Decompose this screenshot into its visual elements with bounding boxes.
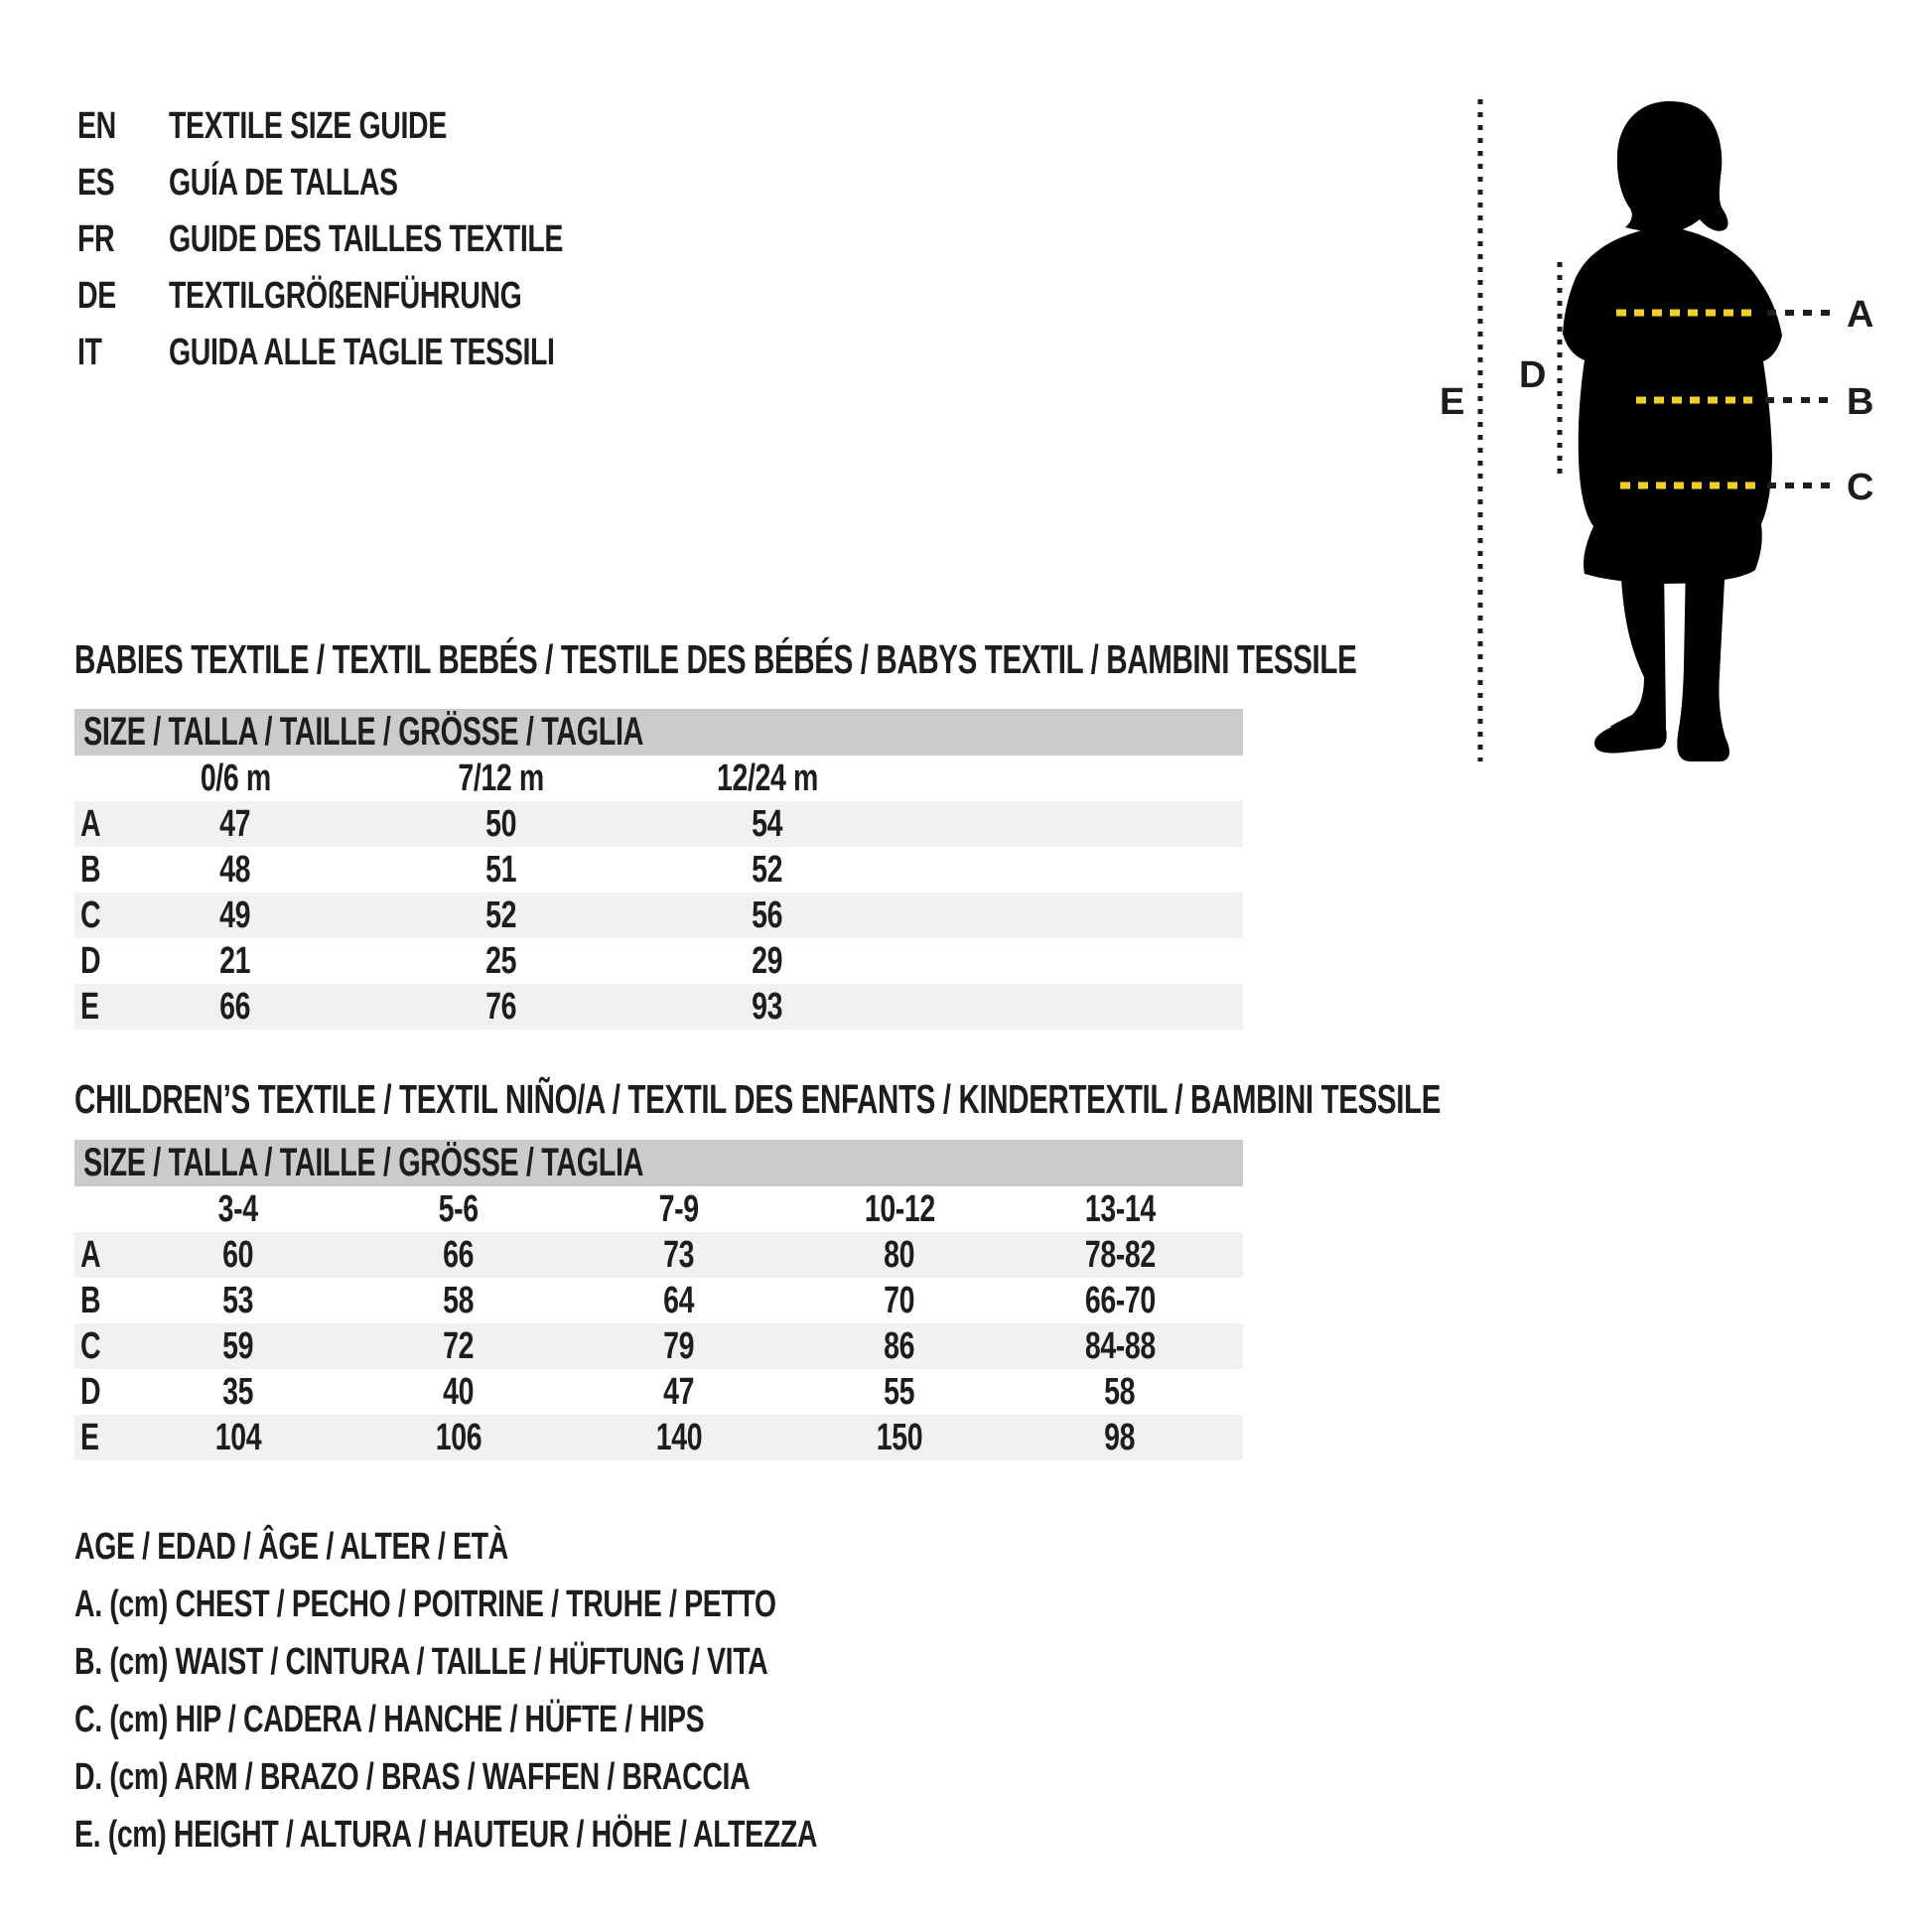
column-header-row xyxy=(74,1186,1243,1232)
column-header-cell: 7-9 xyxy=(658,1187,700,1230)
language-label: GUIDA ALLE TAGLIE TESSILI xyxy=(169,332,555,373)
babies-section-heading-text: BABIES TEXTILE / TEXTIL BEBÉS / TESTILE DES BÉBÉS / BABYS TEXTIL / BAMBINI TESSILE xyxy=(74,636,1357,682)
children-size-table-body xyxy=(74,1186,1243,1460)
children-size-header-bar xyxy=(74,1140,1243,1186)
legend-row-5: E. (cm) HEIGHT / ALTURA / HAUTEUR / HÖHE / ALTEZZA xyxy=(74,1814,818,1856)
filler-cell xyxy=(1230,1186,1243,1232)
filler-cell xyxy=(1230,1369,1243,1415)
language-label: TEXTILGRÖßENFÜHRUNG xyxy=(169,275,522,317)
table-row-c xyxy=(74,1323,1243,1369)
language-code: FR xyxy=(77,218,115,260)
value-cell: 73 xyxy=(663,1233,695,1276)
language-row-fr xyxy=(77,211,694,268)
table-row-d xyxy=(74,1369,1243,1415)
language-label: GUIDE DES TAILLES TEXTILE xyxy=(169,218,564,260)
value-cell: 64 xyxy=(663,1279,695,1321)
legend-row-0: AGE / EDAD / ÂGE / ALTER / ETÀ xyxy=(74,1526,508,1568)
value-cell: 47 xyxy=(219,802,251,845)
legend-row-2: B. (cm) WAIST / CINTURA / TAILLE / HÜFTUNG / VITA xyxy=(74,1641,768,1683)
value-cell: 78-82 xyxy=(1084,1233,1156,1276)
language-row-en xyxy=(77,98,694,155)
column-header-cell: 13-14 xyxy=(1084,1187,1156,1230)
children-size-header-text: SIZE / TALLA / TAILLE / GRÖSSE / TAGLIA xyxy=(83,1141,644,1184)
value-cell: 58 xyxy=(443,1279,475,1321)
measure-label-c: C xyxy=(1847,467,1874,508)
value-cell: 104 xyxy=(214,1416,262,1458)
value-cell: 40 xyxy=(443,1370,475,1413)
row-label-cell: B xyxy=(80,1279,101,1321)
children-section-heading-text: CHILDREN’S TEXTILE / TEXTIL NIÑO/A / TEXTIL DES ENFANTS / KINDERTEXTIL / BAMBINI TESSILE xyxy=(74,1076,1442,1122)
row-label-cell: E xyxy=(80,985,99,1028)
column-header-cell: 5-6 xyxy=(438,1187,480,1230)
value-cell: 79 xyxy=(663,1324,695,1367)
silhouette-right-leg xyxy=(1677,561,1729,761)
column-header-row xyxy=(74,756,1243,801)
value-cell: 60 xyxy=(222,1233,254,1276)
value-cell: 84-88 xyxy=(1084,1324,1156,1367)
filler-cell xyxy=(1230,1232,1243,1278)
legend-row-4: D. (cm) ARM / BRAZO / BRAS / WAFFEN / BRACCIA xyxy=(74,1756,751,1798)
babies-size-table-body xyxy=(74,756,1243,1030)
value-cell: 106 xyxy=(435,1416,483,1458)
value-cell: 86 xyxy=(884,1324,915,1367)
language-row-es xyxy=(77,155,694,211)
legend-row-3: C. (cm) HIP / CADERA / HANCHE / HÜFTE / HIPS xyxy=(74,1699,705,1740)
silhouette-left-leg xyxy=(1594,561,1667,754)
babies-size-header-bar xyxy=(74,709,1243,756)
language-label: TEXTILE SIZE GUIDE xyxy=(169,105,447,147)
children-size-table xyxy=(74,1186,1243,1460)
value-cell: 54 xyxy=(752,802,783,845)
filler-cell xyxy=(900,938,1243,984)
row-label-cell: D xyxy=(80,939,101,982)
language-row-de xyxy=(77,268,694,325)
measure-label-d: D xyxy=(1519,354,1547,396)
silhouette-body xyxy=(1563,227,1782,584)
filler-cell xyxy=(900,893,1243,938)
value-cell: 52 xyxy=(485,894,517,936)
column-header-cell: 7/12 m xyxy=(458,757,545,799)
corner-cell xyxy=(74,1186,128,1232)
measure-label-e: E xyxy=(1440,381,1465,423)
value-cell: 98 xyxy=(1104,1416,1136,1458)
value-cell: 48 xyxy=(219,848,251,891)
row-label-cell: C xyxy=(80,894,101,936)
value-cell: 49 xyxy=(219,894,251,936)
value-cell: 55 xyxy=(884,1370,915,1413)
value-cell: 47 xyxy=(663,1370,695,1413)
child-silhouette xyxy=(1563,101,1782,761)
row-label-cell: D xyxy=(80,1370,101,1413)
silhouette-head xyxy=(1617,101,1728,233)
legend-row-1: A. (cm) CHEST / PECHO / POITRINE / TRUHE / PETTO xyxy=(74,1584,776,1625)
value-cell: 59 xyxy=(222,1324,254,1367)
value-cell: 52 xyxy=(752,848,783,891)
column-header-cell: 12/24 m xyxy=(717,757,818,799)
value-cell: 66-70 xyxy=(1084,1279,1156,1321)
value-cell: 72 xyxy=(443,1324,475,1367)
value-cell: 66 xyxy=(219,985,251,1028)
row-label-cell: E xyxy=(80,1416,99,1458)
column-header-cell: 3-4 xyxy=(217,1187,259,1230)
value-cell: 58 xyxy=(1104,1370,1136,1413)
value-cell: 150 xyxy=(876,1416,923,1458)
table-row-b xyxy=(74,847,1243,893)
language-code: DE xyxy=(77,275,116,317)
filler-cell xyxy=(1230,1323,1243,1369)
value-cell: 35 xyxy=(222,1370,254,1413)
value-cell: 21 xyxy=(219,939,251,982)
measure-label-a: A xyxy=(1847,294,1874,336)
filler-cell xyxy=(900,847,1243,893)
language-code: IT xyxy=(77,332,102,373)
table-row-e xyxy=(74,984,1243,1030)
corner-cell xyxy=(74,756,102,801)
table-row-a xyxy=(74,1232,1243,1278)
column-header-cell: 0/6 m xyxy=(200,757,271,799)
value-cell: 70 xyxy=(884,1279,915,1321)
row-label-cell: A xyxy=(80,802,101,845)
table-row-d xyxy=(74,938,1243,984)
filler-cell xyxy=(1230,1278,1243,1323)
value-cell: 76 xyxy=(485,985,517,1028)
value-cell: 29 xyxy=(752,939,783,982)
row-label-cell: B xyxy=(80,848,101,891)
table-row-a xyxy=(74,801,1243,847)
column-header-cell: 10-12 xyxy=(864,1187,935,1230)
value-cell: 50 xyxy=(485,802,517,845)
table-row-c xyxy=(74,893,1243,938)
children-section-heading xyxy=(74,1077,1932,1121)
language-list xyxy=(77,98,694,381)
filler-cell xyxy=(900,756,1243,801)
value-cell: 140 xyxy=(655,1416,703,1458)
table-row-e xyxy=(74,1415,1243,1460)
measure-label-b: B xyxy=(1847,381,1874,423)
language-row-it xyxy=(77,325,694,381)
value-cell: 93 xyxy=(752,985,783,1028)
language-code: ES xyxy=(77,162,115,204)
language-label: GUÍA DE TALLAS xyxy=(169,162,398,204)
value-cell: 53 xyxy=(222,1279,254,1321)
child-measurement-figure xyxy=(1370,60,1932,874)
value-cell: 66 xyxy=(443,1233,475,1276)
filler-cell xyxy=(1230,1415,1243,1460)
row-label-cell: C xyxy=(80,1324,101,1367)
value-cell: 80 xyxy=(884,1233,915,1276)
table-row-b xyxy=(74,1278,1243,1323)
filler-cell xyxy=(900,801,1243,847)
row-label-cell: A xyxy=(80,1233,101,1276)
value-cell: 25 xyxy=(485,939,517,982)
value-cell: 51 xyxy=(485,848,517,891)
filler-cell xyxy=(900,984,1243,1030)
babies-size-header-text: SIZE / TALLA / TAILLE / GRÖSSE / TAGLIA xyxy=(83,710,644,754)
babies-size-table xyxy=(74,756,1243,1030)
language-code: EN xyxy=(77,105,116,147)
value-cell: 56 xyxy=(752,894,783,936)
measurement-legend xyxy=(74,1518,1064,1863)
